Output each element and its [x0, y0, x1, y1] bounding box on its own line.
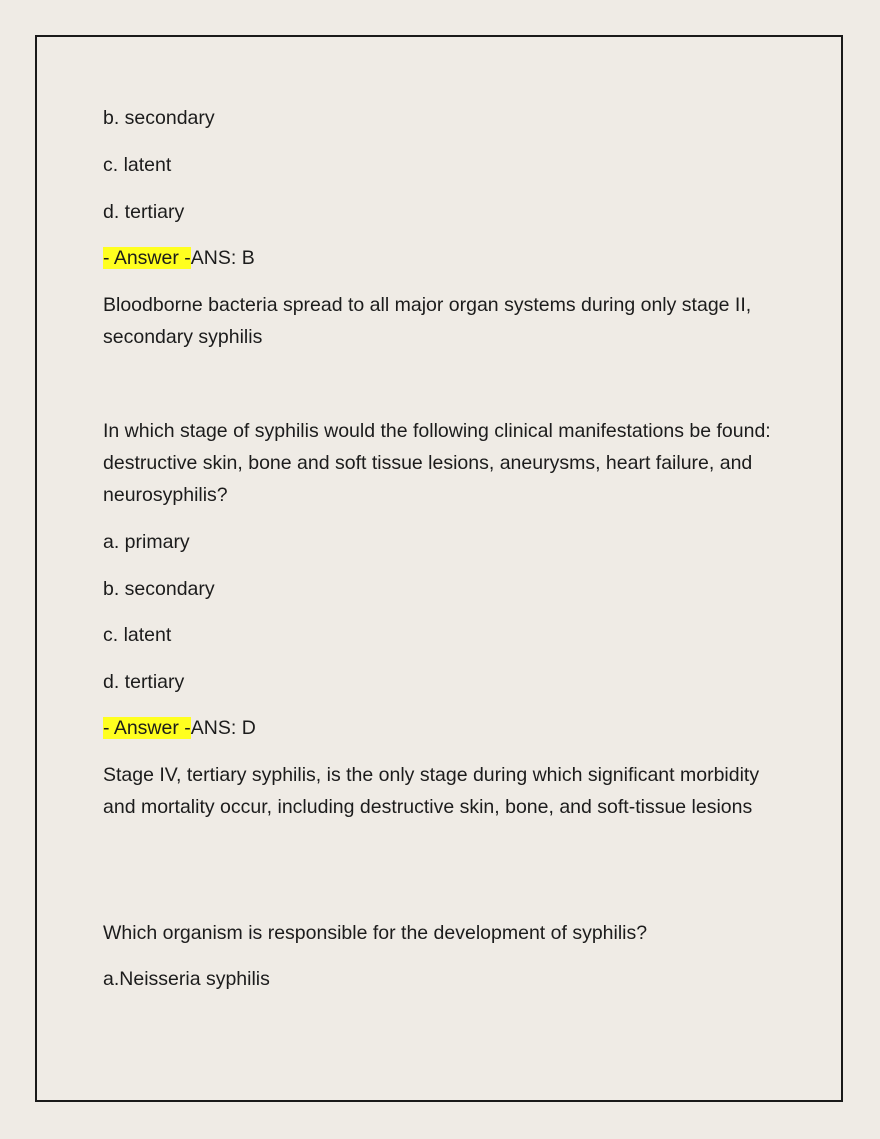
answer-highlight: - Answer -: [103, 717, 191, 739]
option-b: b. secondary: [103, 107, 215, 129]
option-c: c. latent: [103, 154, 172, 176]
option-d: d. tertiary: [103, 671, 185, 693]
answer-line: [103, 712, 256, 744]
option-d: d. tertiary: [103, 201, 185, 223]
option-c: c. latent: [103, 624, 172, 646]
answer-text: ANS: D: [190, 717, 256, 739]
option-a: a. primary: [103, 531, 190, 553]
question-text: In which stage of syphilis would the following clinical manifestations be found: destructive skin, bone and soft tissue lesions, aneurysms, heart failure, and neurosyphilis?: [103, 420, 771, 506]
option-b: b. secondary: [103, 578, 215, 600]
answer-text: ANS: B: [190, 247, 255, 269]
explanation: Bloodborne bacteria spread to all major organ systems during only stage II, secondary syphilis: [103, 294, 752, 348]
option-a: a.Neisseria syphilis: [103, 968, 270, 990]
answer-line: [103, 242, 255, 274]
question-text: Which organism is responsible for the development of syphilis?: [103, 922, 648, 944]
explanation: Stage IV, tertiary syphilis, is the only stage during which significant morbidity and mortality occur, including destructive skin, bone, and soft-tissue lesions: [103, 764, 760, 818]
answer-highlight: - Answer -: [103, 247, 191, 269]
